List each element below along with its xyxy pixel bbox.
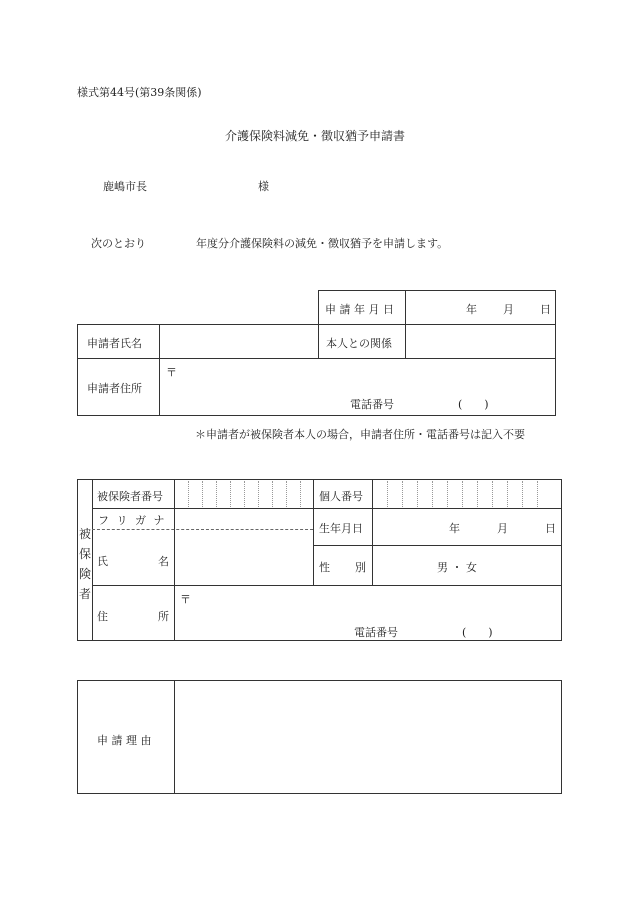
name-label-2: 名 xyxy=(158,555,169,568)
fiscal-year-field[interactable] xyxy=(172,231,194,246)
form-number: 様式第44号(第39条関係) xyxy=(77,86,202,99)
insured-number-field[interactable] xyxy=(176,481,311,507)
insured-side-label-3: 険 xyxy=(78,567,91,581)
intro-text: 年度分介護保険料の減免・徴収猶予を申請します。 xyxy=(196,237,449,250)
insured-number-label: 被保険者番号 xyxy=(97,490,163,503)
note-text: ＊申請者が被保険者本人の場合，申請者住所・電話番号は記入不要 xyxy=(195,428,525,441)
application-date-label: 申 請 年 月 日 xyxy=(325,303,394,316)
personal-number-label: 個人番号 xyxy=(319,490,363,503)
insured-phone-paren: ( ) xyxy=(462,626,493,639)
sex-label-1: 性 xyxy=(319,561,330,574)
insured-side-label-4: 者 xyxy=(78,587,91,601)
insured-postal-mark: 〒 xyxy=(180,593,191,606)
reason-field[interactable] xyxy=(176,682,560,792)
personal-number-field[interactable] xyxy=(374,481,560,507)
form-title: 介護保険料減免・徴収猶予申請書 xyxy=(224,129,405,143)
sex-label-2: 別 xyxy=(355,561,366,574)
birth-month-unit: 月 xyxy=(497,522,508,535)
applicant-name-field[interactable] xyxy=(161,326,316,357)
year-unit: 年 xyxy=(466,303,477,316)
phone-label: 電話番号 xyxy=(350,398,394,411)
address-label-2: 所 xyxy=(158,610,169,623)
application-date-field[interactable] xyxy=(406,292,554,323)
day-unit: 日 xyxy=(540,303,551,316)
reason-label: 申 請 理 由 xyxy=(97,734,152,747)
birth-date-field[interactable] xyxy=(374,510,560,544)
insured-side-label-2: 保 xyxy=(78,547,91,561)
address-label-1: 住 xyxy=(97,610,108,623)
birth-date-label: 生年月日 xyxy=(319,522,363,535)
insured-phone-label: 電話番号 xyxy=(354,626,398,639)
name-label-1: 氏 xyxy=(97,555,108,568)
birth-year-unit: 年 xyxy=(449,522,460,535)
month-unit: 月 xyxy=(503,303,514,316)
phone-paren: ( ) xyxy=(458,398,489,411)
intro-prefix: 次のとおり xyxy=(91,237,146,250)
relation-label: 本人との関係 xyxy=(326,337,392,350)
insured-name-field[interactable] xyxy=(176,531,311,583)
addressee: 鹿嶋市長 xyxy=(103,180,147,193)
postal-mark: 〒 xyxy=(166,366,177,379)
furigana-field[interactable] xyxy=(176,510,311,528)
sex-options[interactable]: 男 ・ 女 xyxy=(437,561,477,574)
furigana-label: フ リ ガ ナ xyxy=(98,514,167,527)
birth-day-unit: 日 xyxy=(545,522,556,535)
applicant-address-label: 申請者住所 xyxy=(87,382,142,395)
relation-field[interactable] xyxy=(407,326,554,357)
applicant-name-label: 申請者氏名 xyxy=(87,337,142,350)
honorific: 様 xyxy=(258,180,269,193)
insured-side-label-1: 被 xyxy=(78,527,91,541)
